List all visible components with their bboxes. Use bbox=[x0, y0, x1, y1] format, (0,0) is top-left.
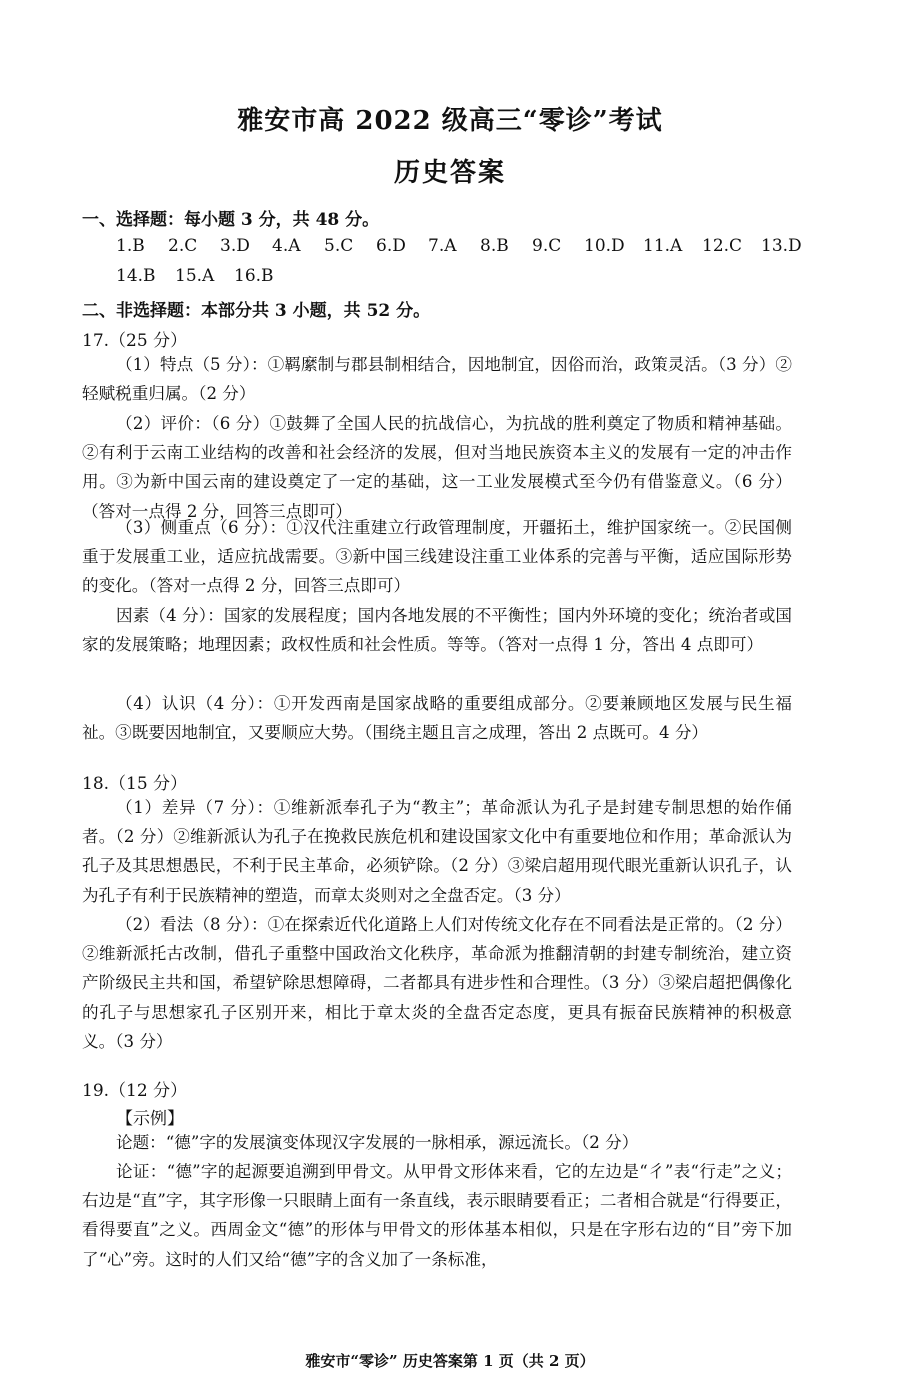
q18-part2: （2）看法（8 分）：①在探索近代化道路上人们对传统文化存在不同看法是正常的。（2 分）②维新派托古改制，借孔子重整中国政治文化秩序，革命派为推翻清朝的封建专制统治，建立资产阶级民主共和国，希望铲除思想障碍，二者都具有进步性和合理性。（3 分）③梁启超把偶像化的孔子与思想家孔子区别开来，相比于章太炎的全盘否定态度，更具有振奋民族精神的积极意义。（3 分） bbox=[82, 915, 792, 1051]
mc-answer: 5.C bbox=[324, 236, 354, 256]
section1-heading: 一、选择题：每小题 3 分，共 48 分。 bbox=[82, 210, 380, 230]
q19-thesis: 论题：“德”字的发展演变体现汉字发展的一脉相承，源远流长。（2 分） bbox=[116, 1133, 639, 1152]
q17-part4: （4）认识（4 分）：①开发西南是国家战略的重要组成部分。②要兼顾地区发展与民生福祉。③既要因地制宜，又要顺应大势。（围绕主题且言之成理，答出 2 点既可。4 分） bbox=[82, 694, 792, 743]
page-footer: 雅安市“零诊” 历史答案第 1 页（共 2 页） bbox=[305, 1352, 595, 1370]
q17-part1: （1）特点（5 分）：①羁縻制与郡县制相结合，因地制宜，因俗而治，政策灵活。（3 分）②轻赋税重归属。（2 分） bbox=[82, 355, 792, 404]
q17-part2: （2）评价：（6 分）①鼓舞了全国人民的抗战信心，为抗战的胜利奠定了物质和精神基础。②有利于云南工业结构的改善和社会经济的发展，但对当地民族资本主义的发展有一定的冲击作用。③为新中国云南的建设奠定了一定的基础，这一工业发展模式至今仍有借鉴意义。（6 分）（答对一点得 2 分，回答三点即可） bbox=[82, 414, 792, 521]
q18-part1: （1）差异（7 分）：①维新派奉孔子为“教主”；革命派认为孔子是封建专制思想的始作俑者。（2 分）②维新派认为孔子在挽救民族危机和建设国家文化中有重要地位和作用；革命派认为孔子及其思想愚民，不利于民主革命，必须铲除。（2 分）③梁启超用现代眼光重新认识孔子，认为孔子有利于民族精神的塑造，而章太炎则对之全盘否定。（3 分） bbox=[82, 798, 792, 905]
mc-answer: 11.A bbox=[643, 236, 683, 256]
mc-answer: 12.C bbox=[702, 236, 743, 256]
q17-part3: （3）侧重点（6 分）：①汉代注重建立行政管理制度，开疆拓土，维护国家统一。②民国侧重于发展重工业，适应抗战需要。③新中国三线建设注重工业体系的完善与平衡，适应国际形势的变化。（答对一点得 2 分，回答三点即可） bbox=[82, 518, 792, 596]
mc-answer: 10.D bbox=[584, 236, 625, 256]
mc-answer: 15.A bbox=[175, 266, 215, 286]
q18-label: 18.（15 分） bbox=[82, 774, 188, 794]
mc-answer: 3.D bbox=[220, 236, 250, 256]
mc-answer: 7.A bbox=[428, 236, 457, 256]
exam-subtitle: 历史答案 bbox=[393, 158, 506, 188]
mc-answers-row-1 bbox=[116, 236, 820, 256]
mc-answers-row-2 bbox=[116, 266, 293, 286]
q19-label: 19.（12 分） bbox=[82, 1081, 188, 1101]
q19-example-tag: 【示例】 bbox=[116, 1109, 184, 1129]
mc-answer: 6.D bbox=[376, 236, 406, 256]
mc-answer: 2.C bbox=[168, 236, 198, 256]
mc-answer: 16.B bbox=[234, 266, 274, 286]
q19-argument: 论证：“德”字的起源要追溯到甲骨文。从甲骨文形体来看，它的左边是“彳”表“行走”之义；右边是“直”字，其字形像一只眼睛上面有一条直线，表示眼睛要看正；二者相合就是“行得要正，看得要直”之义。西周金文“德”的形体与甲骨文的形体基本相似，只是在字形右边的“目”旁下加了“心”旁。这时的人们又给“德”字的含义加了一条标准， bbox=[82, 1162, 792, 1269]
q17-factors: 因素（4 分）：国家的发展程度；国内各地发展的不平衡性；国内外环境的变化；统治者或国家的发展策略；地理因素；政权性质和社会性质。等等。（答对一点得 1 分，答出 4 点即可） bbox=[82, 606, 792, 655]
mc-answer: 1.B bbox=[116, 236, 145, 256]
mc-answer: 9.C bbox=[532, 236, 562, 256]
exam-title: 雅安市高 2022 级高三“零诊”考试 bbox=[237, 106, 663, 136]
mc-answer: 13.D bbox=[761, 236, 802, 256]
q17-label: 17.（25 分） bbox=[82, 331, 188, 351]
section2-heading: 二、非选择题：本部分共 3 小题，共 52 分。 bbox=[82, 301, 431, 321]
mc-answer: 8.B bbox=[480, 236, 509, 256]
mc-answer: 14.B bbox=[116, 266, 156, 286]
mc-answer: 4.A bbox=[272, 236, 301, 256]
